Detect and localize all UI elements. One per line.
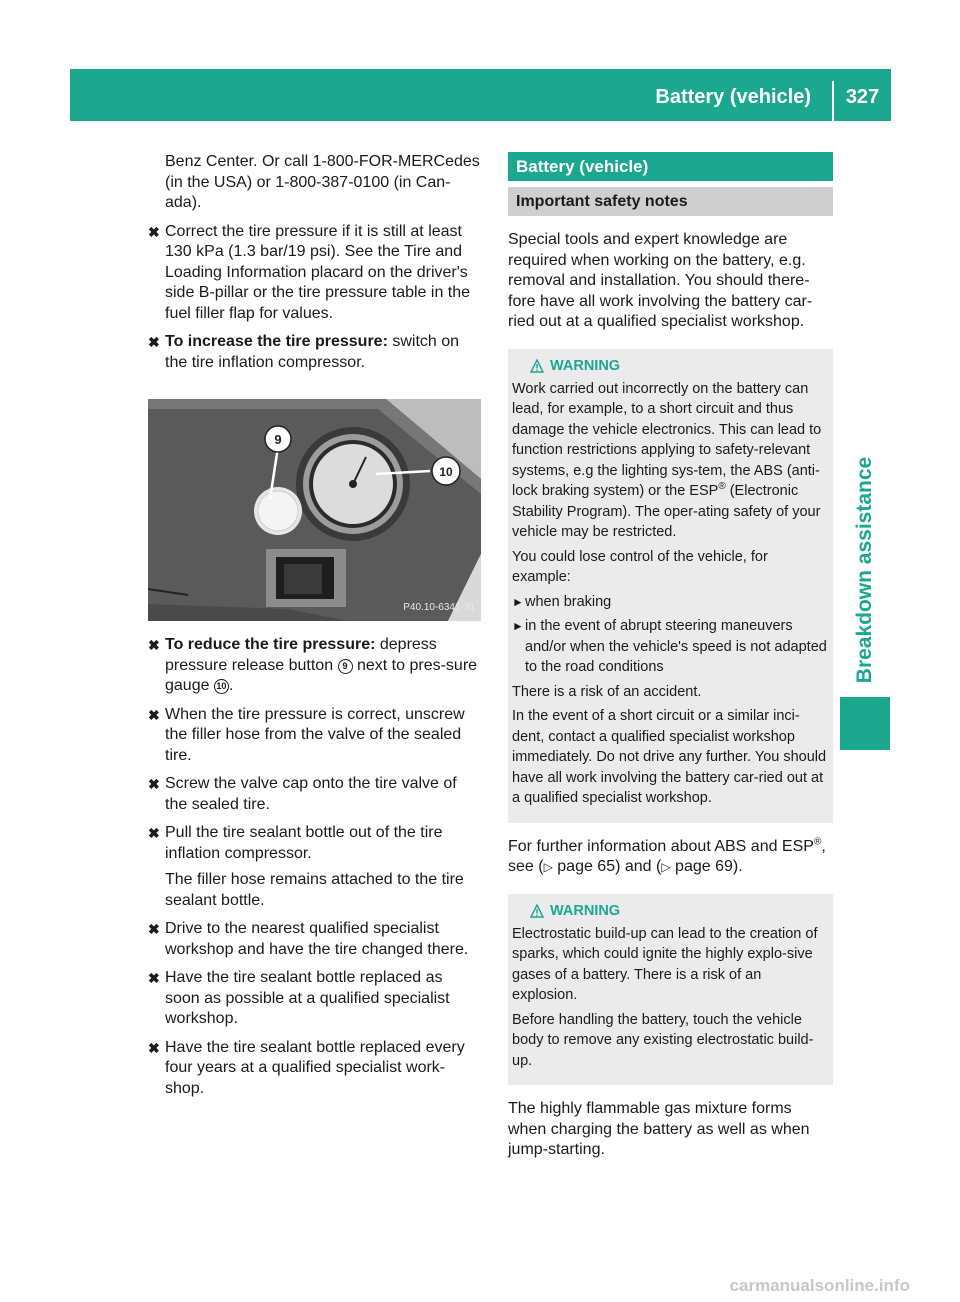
side-chapter-text: Breakdown assistance [853,456,876,684]
warning-paragraph: There is a risk of an accident. [512,683,702,700]
warning-bullet [512,616,827,678]
warning-paragraph: Before handling the battery, touch the vehicle body to remove any existing electrostatic build-up. [512,1011,814,1069]
callout-9: 9 [274,432,282,447]
warning-triangle-icon [530,904,544,918]
step-text: Have the tire sealant bottle replaced as soon as possible at a qualified specialist workshop. [165,969,450,1027]
bullet-icon: ► [512,594,524,609]
step-arrow-icon: ✖ [148,776,160,792]
header-title: Battery (vehicle) [655,86,811,108]
step-item [148,919,481,960]
step-text: When the tire pressure is correct, unscrew the filler hose from the valve of the sealed tire. [165,705,465,764]
step-bold-label: To increase the tire pressure: [165,333,388,350]
warning-title-text: WARNING [550,902,621,919]
step-arrow-icon: ✖ [148,637,160,653]
warning-title [512,355,827,377]
subsection-heading: Important safety notes [508,187,833,216]
step-text: Correct the tire pressure if it is still at least 130 kPa (1.3 bar/19 psi). See the Tire and Loading Information placard on the driver's side B-pillar or the tire pressure table in the fuel filler flap for values. [165,222,471,322]
step-text: switch on the tire inflation compressor. [165,333,460,371]
warning-paragraph [512,379,827,543]
step-text: Screw the valve cap onto the tire valve of the sealed tire. [165,775,457,813]
step-item [148,332,481,373]
compressor-illustration [148,399,481,621]
step-arrow-icon: ✖ [148,223,160,240]
callout-ref-9: 9 [338,659,353,674]
bullet-text: in the event of abrupt steering maneuvers and/or when the vehicle's speed is not adapted to the road conditions [525,618,827,675]
step-subtext: The filler hose remains attached to the tire sealant bottle. [165,871,464,909]
step-item [148,1038,481,1100]
bullet-text: when braking [525,593,612,610]
warning-paragraph: In the event of a short circuit or a similar inci-dent, contact a qualified specialist workshop immediately. Do not drive any further. You should have all work involving the battery car-ried out at a qualified specialist workshop. [512,708,827,806]
step-item [148,823,481,911]
callout-10: 10 [439,465,453,479]
warning-paragraph: Electrostatic build-up can lead to the creation of sparks, which could ignite the highly explo-sive gases of a battery. There is a risk of an explosion. [512,925,818,1003]
body-text: , see ( [508,837,826,875]
page-ref-link[interactable]: page 69 [675,858,733,875]
step-item [148,774,481,815]
warning-title [512,900,827,922]
step-text: depress pressure release button [165,636,437,674]
page-ref-arrow-icon: ▷ [543,860,553,874]
figure-code: P40.10-6341-31 [403,601,475,613]
registered-mark: ® [718,481,726,493]
warning-paragraph: You could lose control of the vehicle, for example: [512,548,768,585]
step-bold-label: To reduce the tire pressure: [165,636,376,653]
page-header [70,69,891,121]
compressor-figure [148,399,481,621]
registered-mark: ® [813,836,822,848]
step-text: . [228,677,234,694]
body-text: ) and ( [615,858,662,875]
section-heading: Battery (vehicle) [508,152,833,181]
warning-text: Work carried out incorrectly on the battery can lead, for example, to a short circuit and thus damage the vehicle electronics. This can lead to function restrictions applying to safety-relevant systems, e.g the lighting sys-tem, the ABS (anti-lock braking system) or the ESP [512,380,822,499]
bullet-icon: ► [512,619,524,633]
body-text: ). [732,858,743,875]
step-arrow-icon: ✖ [148,1039,160,1056]
step-text: next to pres-sure gauge [165,656,478,694]
side-chapter-label [840,420,890,720]
step-arrow-icon: ✖ [148,921,160,937]
page-ref-link[interactable]: page 65 [557,858,616,875]
warning-bullet [512,592,827,613]
right-column [508,152,833,1177]
further-info-paragraph [508,837,833,878]
step-text: Have the tire sealant bottle replaced every four years at a qualified specialist work-shop. [165,1038,465,1097]
step-text: Drive to the nearest qualified specialist workshop and have the tire changed there. [165,920,469,958]
left-column [148,152,481,1107]
closing-paragraph: The highly flammable gas mixture forms when charging the battery as well as when jump-starting. [508,1100,810,1158]
page-ref-arrow-icon: ▷ [661,860,671,874]
step-arrow-icon: ✖ [148,706,160,723]
warning-title-text: WARNING [550,357,621,374]
step-arrow-icon: ✖ [148,825,160,841]
step-text: Pull the tire sealant bottle out of the tire inflation compressor. [165,824,443,862]
intro-continuation: Benz Center. Or call 1-800-FOR-MERCedes (in the USA) or 1-800-387-0100 (in Can-ada). [165,153,480,211]
footer-watermark: carmanualsonline.info [729,1276,910,1295]
step-arrow-icon: ✖ [148,334,160,350]
warning-box [508,894,833,1086]
step-item [148,968,481,1030]
warning-text: (Electronic Stability Program). The oper-ating safety of your vehicle may be restricted. [512,483,821,540]
intro-paragraph: Special tools and expert knowledge are required when working on the battery, e.g. removal and installation. You should there-fore have all work involving the battery car-ried out at a qualified specialist workshop. [508,231,813,330]
warning-triangle-icon [530,359,544,373]
step-item [148,705,481,767]
callout-ref-10: 10 [214,679,229,694]
step-item [148,635,481,697]
body-text: For further information about ABS and ESP [508,837,814,855]
side-chapter-tab [840,697,890,750]
page-number: 327 [845,86,880,108]
step-arrow-icon: ✖ [148,970,160,986]
warning-box [508,349,833,823]
step-item [148,222,481,325]
